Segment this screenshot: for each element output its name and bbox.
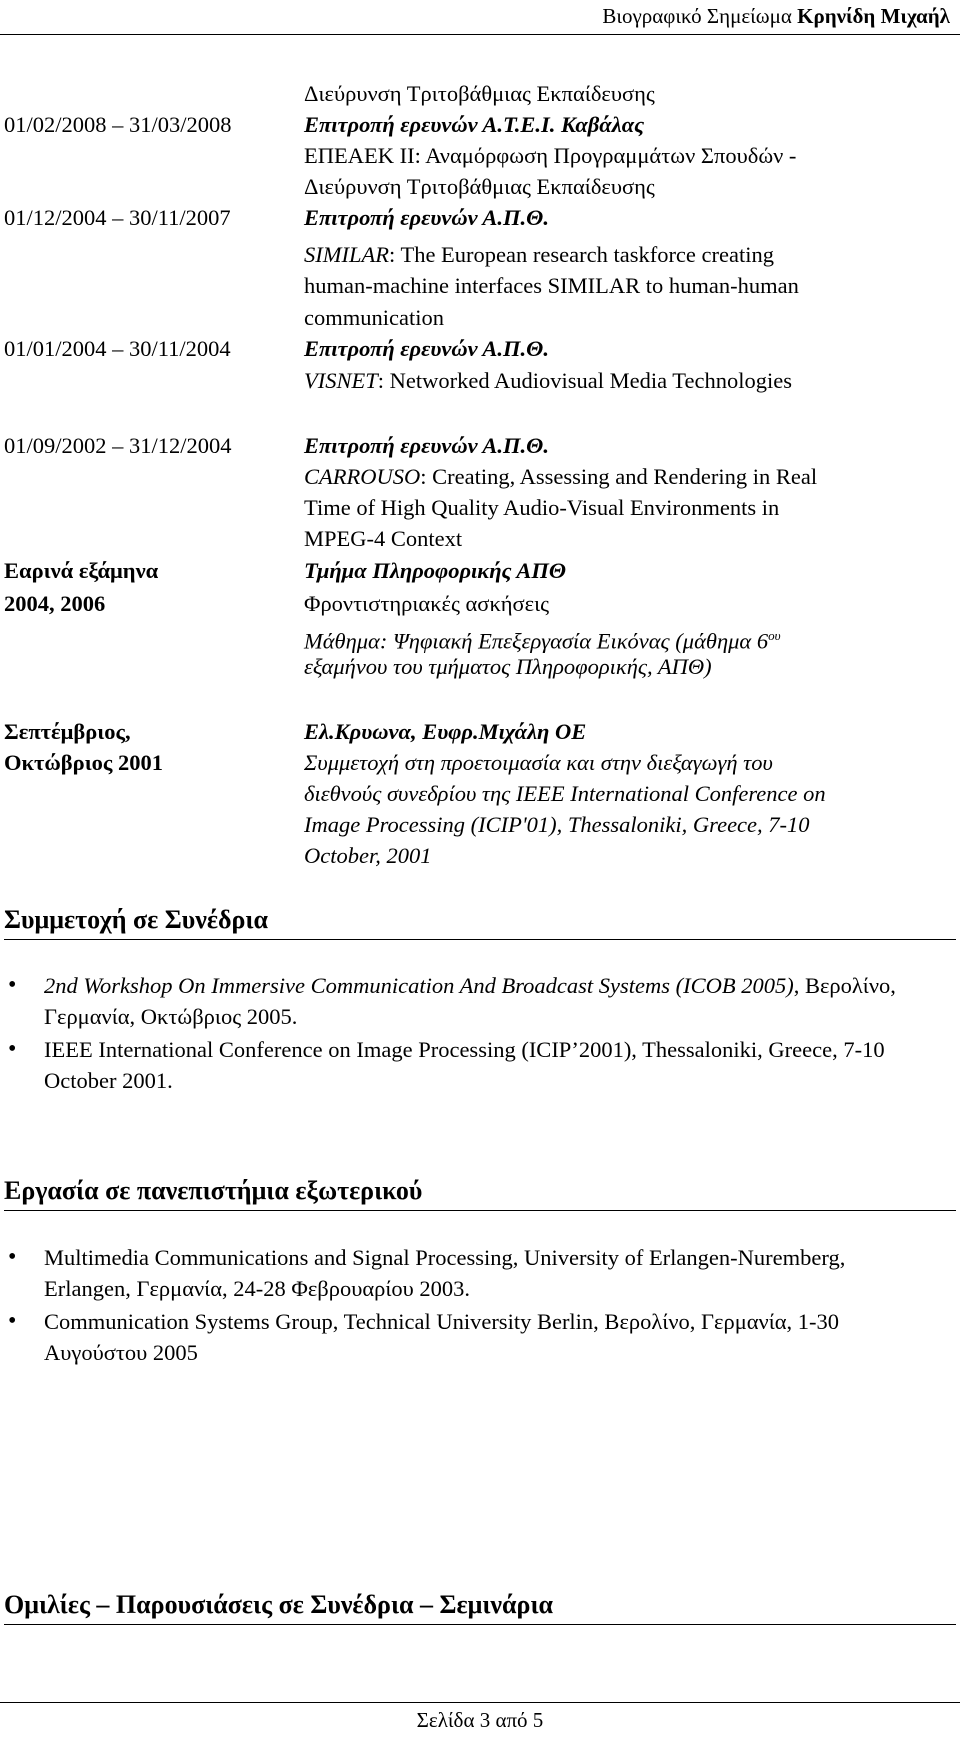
project-4-desc: CARROUSO: Creating, Assessing and Rendering in Real	[304, 464, 818, 489]
teaching-dates: Εαρινά εξάμηνα	[4, 558, 159, 583]
conference-org-dates: Οκτώβριος 2001	[4, 750, 164, 775]
conferences-list	[0, 970, 920, 1098]
project-1-desc: ΕΠΕΑΕΚ ΙΙ: Αναμόρφωση Προγραμμάτων Σπουδών -	[304, 143, 797, 168]
section-title-talks: Ομιλίες – Παρουσιάσεις σε Συνέδρια – Σεμινάρια	[4, 1590, 956, 1625]
project-2-desc: communication	[304, 305, 444, 330]
list-item: • 2nd Workshop On Immersive Communication And Broadcast Systems (ICOB 2005), Βερολίνο, Γερμανία, Οκτώβριος 2005.	[0, 970, 920, 1032]
section-title-abroad: Εργασία σε πανεπιστήμια εξωτερικού	[4, 1176, 956, 1211]
teaching-org: Τμήμα Πληροφορικής ΑΠΘ	[304, 558, 567, 583]
project-4-desc: Time of High Quality Audio-Visual Environments in	[304, 495, 780, 520]
section-title-conferences: Συμμετοχή σε Συνέδρια	[4, 905, 956, 940]
teaching-dates: 2004, 2006	[4, 591, 106, 616]
conference-org: Ελ.Κρυωνα, Ευφρ.Μιχάλη ΟΕ	[304, 719, 587, 744]
header-prefix: Βιογραφικό Σημείωμα	[602, 4, 792, 28]
project-4-dates: 01/09/2002 – 31/12/2004	[4, 433, 232, 458]
project-4-name: CARROUSO	[304, 464, 421, 489]
project-3-dates: 01/01/2004 – 30/11/2004	[4, 336, 231, 361]
list-item: • Communication Systems Group, Technical University Berlin, Βερολίνο, Γερμανία, 1-30 Αυγούστου 2005	[0, 1306, 920, 1368]
page-number: Σελίδα 3 από 5	[416, 1708, 544, 1732]
conference-org-dates: Σεπτέμβριος,	[4, 719, 131, 744]
header-rule	[0, 34, 960, 35]
teaching-course: Μάθημα: Ψηφιακή Επεξεργασία Εικόνας (μάθημα $6^{o\upsilon}$	[304, 628, 781, 654]
project-1-dates: 01/02/2008 – 31/03/2008	[4, 112, 232, 137]
header-name: Κρηνίδη Μιχαήλ	[797, 4, 950, 28]
project-2-name: SIMILAR	[304, 242, 389, 267]
project-2-desc: SIMILAR: The European research taskforce creating	[304, 242, 774, 267]
abroad-list	[0, 1242, 920, 1370]
project-1-desc: Διεύρυνση Τριτοβάθμιας Εκπαίδευσης	[304, 174, 655, 199]
list-item: • Multimedia Communications and Signal Processing, University of Erlangen-Nuremberg, Erlangen, Γερμανία, 24-28 Φεβρουαρίου 2003.	[0, 1242, 920, 1304]
footer-rule	[0, 1702, 960, 1703]
conference-org-desc: October, 2001	[304, 843, 432, 868]
project-continued-line: Διεύρυνση Τριτοβάθμιας Εκπαίδευσης	[304, 81, 655, 106]
project-4-org: Επιτροπή ερευνών Α.Π.Θ.	[304, 433, 549, 458]
project-3-desc: VISNET: Networked Audiovisual Media Technologies	[304, 368, 792, 393]
list-item: • IEEE International Conference on Image Processing (ICIP’2001), Thessaloniki, Greece, 7-10 October 2001.	[0, 1034, 920, 1096]
page-header	[602, 4, 950, 29]
project-2-desc: human-machine interfaces SIMILAR to human-human	[304, 273, 799, 298]
teaching-course: εξαμήνου του τμήματος Πληροφορικής, ΑΠΘ)	[304, 654, 712, 679]
project-3-name: VISNET	[304, 368, 378, 393]
conference-org-desc: Συμμετοχή στη προετοιμασία και στην διεξαγωγή του	[304, 750, 773, 775]
project-2-org: Επιτροπή ερευνών Α.Π.Θ.	[304, 205, 549, 230]
conference-org-desc: διεθνούς συνεδρίου της IEEE International Conference on	[304, 781, 826, 806]
conference-org-desc: Image Processing (ICIP'01), Thessaloniki, Greece, 7-10	[304, 812, 810, 837]
teaching-desc: Φροντιστηριακές ασκήσεις	[304, 591, 550, 616]
project-4-desc: MPEG-4 Context	[304, 526, 463, 551]
project-1-org: Επιτροπή ερευνών Α.Τ.Ε.Ι. Καβάλας	[304, 112, 645, 137]
project-3-org: Επιτροπή ερευνών Α.Π.Θ.	[304, 336, 549, 361]
project-2-dates: 01/12/2004 – 30/11/2007	[4, 205, 231, 230]
